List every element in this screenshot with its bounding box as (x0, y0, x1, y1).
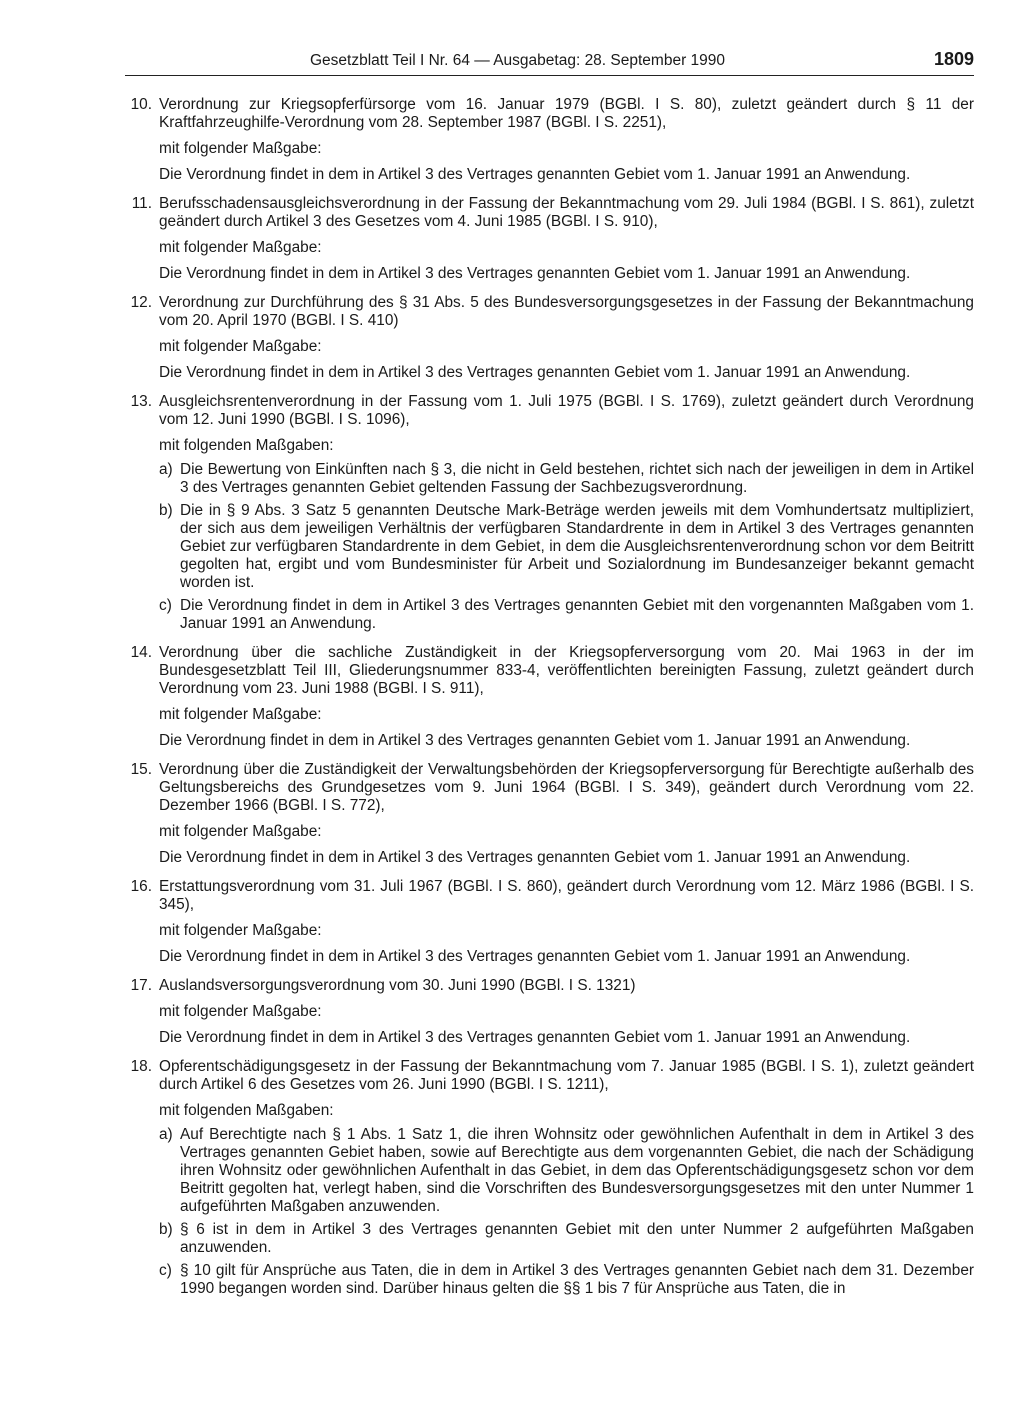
item-text: Verordnung zur Durchführung des § 31 Abs. 5 des Bundesversorgungsgesetzes in der Fassung der Bekanntmachung vom 20. April 1970 (BGBl. I S. 410) (159, 294, 974, 329)
provision-intro: mit folgender Maßgabe: (159, 1003, 322, 1020)
header-rule (125, 75, 974, 76)
provision-text: Die Verordnung findet in dem in Artikel 3 des Vertrages genannten Gebiet vom 1. Januar 1991 an Anwendung. (159, 948, 911, 965)
provision-list (159, 461, 974, 633)
provision-item-text: Die in § 9 Abs. 3 Satz 5 genannten Deutsche Mark-Beträge werden jeweils mit dem Vomhundertsatz multipliziert, der sich aus dem jeweiligen Verhältnis der verfügbaren Standardrente in dem in Artikel 3 des Vertrages genannten Gebiet zur verfügbaren Standardrente in dem Gebiet, in dem die Ausgleichsrentenverordnung schon vor dem Beitritt gegolten hat, ergibt und vom Bundesminister für Arbeit und Sozialordnung im Bundesanzeiger bekannt gemacht worden ist. (180, 502, 974, 591)
item-number: 16. (130, 878, 152, 895)
list-item (122, 294, 974, 382)
provision-intro: mit folgender Maßgabe: (159, 338, 322, 355)
provision-letter: b) (159, 1221, 173, 1238)
item-text: Auslandsversorgungsverordnung vom 30. Juni 1990 (BGBl. I S. 1321) (159, 977, 636, 994)
item-number: 14. (130, 644, 152, 661)
item-number: 13. (130, 393, 152, 410)
provision-text: Die Verordnung findet in dem in Artikel 3 des Vertrages genannten Gebiet vom 1. Januar 1991 an Anwendung. (159, 849, 911, 866)
provision-item (159, 502, 974, 592)
item-text: Erstattungsverordnung vom 31. Juli 1967 (BGBl. I S. 860), geändert durch Verordnung vom 12. März 1986 (BGBl. I S. 345), (159, 878, 974, 913)
provision-intro: mit folgender Maßgabe: (159, 239, 322, 256)
provision-item (159, 461, 974, 497)
list-item (122, 96, 974, 184)
provision-text: Die Verordnung findet in dem in Artikel 3 des Vertrages genannten Gebiet vom 1. Januar 1991 an Anwendung. (159, 1029, 911, 1046)
item-number: 18. (130, 1058, 152, 1075)
provision-intro: mit folgender Maßgabe: (159, 922, 322, 939)
item-text: Verordnung zur Kriegsopferfürsorge vom 16. Januar 1979 (BGBl. I S. 80), zuletzt geändert durch § 11 der Kraftfahrzeughilfe-Verordnung vom 28. September 1987 (BGBl. I S. 2251), (159, 96, 974, 131)
item-text: Berufsschadensausgleichsverordnung in der Fassung der Bekanntmachung vom 29. Juli 1984 (BGBl. I S. 861), zuletzt geändert durch Artikel 3 des Gesetzes vom 4. Juni 1985 (BGBl. I S. 910), (159, 195, 974, 230)
provision-item (159, 597, 974, 633)
provision-item (159, 1126, 974, 1216)
list-item (122, 393, 974, 633)
item-text: Verordnung über die Zuständigkeit der Verwaltungsbehörden der Kriegsopferversorgung für Berechtigte außerhalb des Geltungsbereichs des Grundgesetzes vom 9. Juni 1964 (BGBl. I S. 349), geändert durch Verordnung vom 22. Dezember 1966 (BGBl. I S. 772), (159, 761, 974, 814)
item-text: Verordnung über die sachliche Zuständigkeit in der Kriegsopferversorgung vom 20. Mai 1963 in der im Bundesgesetzblatt Teil III, Gliederungsnummer 833-4, veröffentlichten bereinigten Fassung, zuletzt geändert durch Verordnung vom 23. Juni 1988 (BGBl. I S. 911), (159, 644, 974, 697)
page-header (125, 46, 974, 76)
provision-intro: mit folgender Maßgabe: (159, 706, 322, 723)
provision-intro: mit folgender Maßgabe: (159, 140, 322, 157)
provision-item-text: § 6 ist in dem in Artikel 3 des Vertrages genannten Gebiet mit den unter Nummer 2 aufgeführten Maßgaben anzuwenden. (180, 1221, 974, 1256)
provision-text: Die Verordnung findet in dem in Artikel 3 des Vertrages genannten Gebiet vom 1. Januar 1991 an Anwendung. (159, 166, 911, 183)
item-number: 17. (130, 977, 152, 994)
provision-item-text: Die Bewertung von Einkünften nach § 3, die nicht in Geld bestehen, richtet sich nach der jeweiligen in dem in Artikel 3 des Vertrages genannten Gebiet geltenden Fassung der Sachbezugsverordnung. (180, 461, 974, 496)
list-item (122, 761, 974, 867)
provision-item (159, 1262, 974, 1298)
provision-intro: mit folgenden Maßgaben: (159, 437, 334, 454)
provision-letter: a) (159, 1126, 173, 1143)
item-text: Opferentschädigungsgesetz in der Fassung der Bekanntmachung vom 7. Januar 1985 (BGBl. I S. 1), zuletzt geändert durch Artikel 6 des Gesetzes vom 26. Juni 1990 (BGBl. I S. 1211), (159, 1058, 974, 1093)
item-number: 15. (130, 761, 152, 778)
page-number: 1809 (933, 49, 974, 69)
provision-text: Die Verordnung findet in dem in Artikel 3 des Vertrages genannten Gebiet vom 1. Januar 1991 an Anwendung. (159, 732, 911, 749)
provision-letter: c) (159, 1262, 172, 1279)
provision-item-text: Die Verordnung findet in dem in Artikel 3 des Vertrages genannten Gebiet mit den vorgenannten Maßgaben vom 1. Januar 1991 an Anwendung. (180, 597, 974, 632)
item-number: 11. (131, 195, 152, 212)
provision-list (159, 1126, 974, 1298)
provision-intro: mit folgender Maßgabe: (159, 823, 322, 840)
list-item (122, 195, 974, 283)
provision-text: Die Verordnung findet in dem in Artikel 3 des Vertrages genannten Gebiet vom 1. Januar 1991 an Anwendung. (159, 265, 911, 282)
provision-item (159, 1221, 974, 1257)
item-text: Ausgleichsrentenverordnung in der Fassung vom 1. Juli 1975 (BGBl. I S. 1769), zuletzt geändert durch Verordnung vom 12. Juni 1990 (BGBl. I S. 1096), (159, 393, 974, 428)
provision-item-text: § 10 gilt für Ansprüche aus Taten, die in dem in Artikel 3 des Vertrages genannten Gebiet nach dem 31. Dezember 1990 begangen worden sind. Darüber hinaus gelten die §§ 1 bis 7 für Ansprüche aus Taten, die in (180, 1262, 974, 1297)
provision-intro: mit folgenden Maßgaben: (159, 1102, 334, 1119)
list-item (122, 878, 974, 966)
item-number: 10. (130, 96, 152, 113)
header-title: Gesetzblatt Teil I Nr. 64 — Ausgabetag: 28. September 1990 (310, 52, 726, 69)
item-number: 12. (130, 294, 152, 311)
provision-text: Die Verordnung findet in dem in Artikel 3 des Vertrages genannten Gebiet vom 1. Januar 1991 an Anwendung. (159, 364, 911, 381)
provision-item-text: Auf Berechtigte nach § 1 Abs. 1 Satz 1, die ihren Wohnsitz oder gewöhnlichen Aufenthalt in dem in Artikel 3 des Vertrages genannten Gebiet haben, sowie auf Berechtigte aus dem vorgenannten Gebiet, die nach der Schädigung ihren Wohnsitz oder gewöhnlichen Aufenthalt in das Gebiet, in dem das Opferentschädigungsgesetz schon vor dem Beitritt gegolten hat, verlegt haben, sind die Vorschriften des Bundesversorgungsgesetzes mit den unter Nummer 1 aufgeführten Maßgaben anzuwenden. (180, 1126, 974, 1215)
list-item (122, 644, 974, 750)
document-body (122, 96, 974, 1309)
provision-letter: a) (159, 461, 173, 478)
provision-letter: c) (159, 597, 172, 614)
provision-letter: b) (159, 502, 173, 519)
list-item (122, 977, 974, 1047)
list-item (122, 1058, 974, 1298)
